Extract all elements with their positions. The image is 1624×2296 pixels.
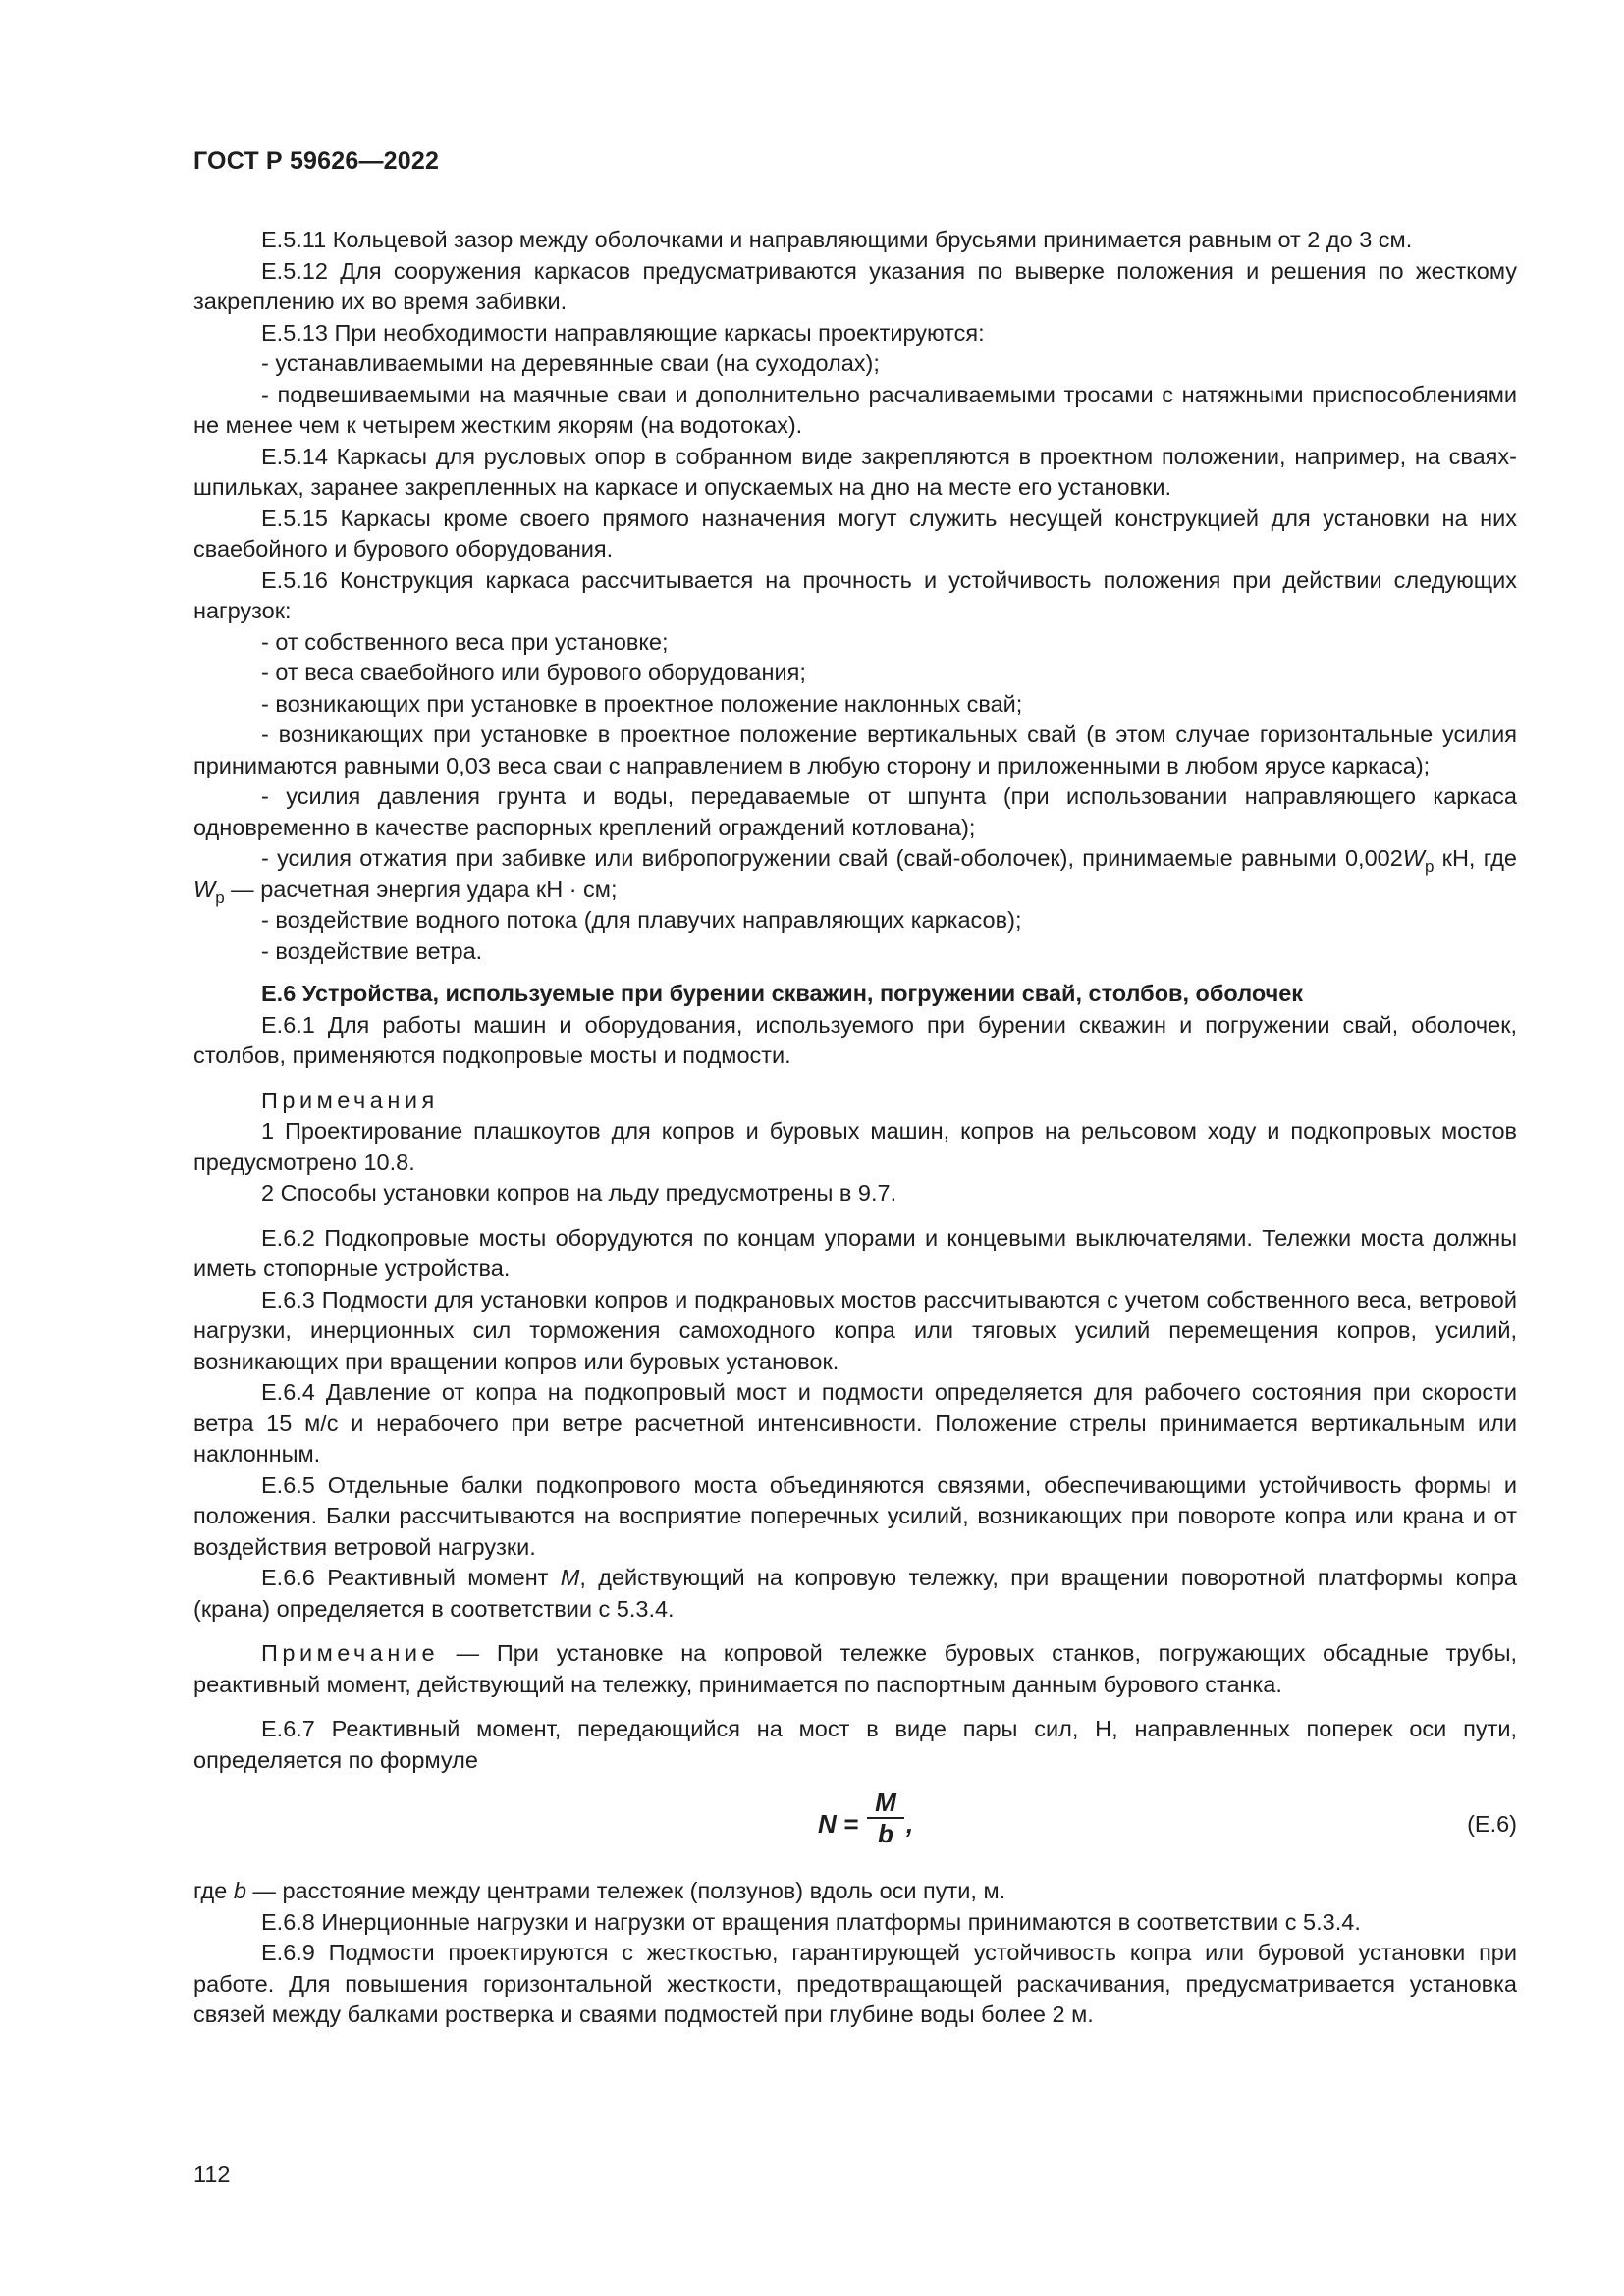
document-body — [193, 225, 1517, 2031]
list-item: - от собственного веса при установке; — [261, 628, 669, 655]
formula-e6 — [193, 1782, 1517, 1866]
text-run: Е.6.6 Реактивный момент — [261, 1565, 561, 1590]
section-heading-e6: Е.6 Устройства, используемые при бурении скважин, погружении свай, столбов, оболочек — [261, 981, 1304, 1006]
note-text: — При установке на копровой тележке буровых станков, погружающих обсадные трубы, реактивный момент, действующий на тележку, принимается по паспортным данным бурового станка. — [193, 1640, 1517, 1697]
note-item: 1 Проектирование плашкоутов для копров и буровых машин, копров на рельсовом ходу и подкопровых мостов предусмотрено 10.8. — [193, 1118, 1517, 1175]
list-item: - воздействие водного потока (для плавучих направляющих каркасов); — [261, 907, 1022, 933]
list-item: - усилия давления грунта и воды, передаваемые от шпунта (при использовании направляющего каркаса одновременно в качестве распорных креплений ограждений котлована); — [193, 783, 1517, 840]
paragraph-e6-9: Е.6.9 Подмости проектируются с жесткостью, гарантирующей устойчивость копра или буровой установки при работе. Для повышения горизонтальной жесткости, предотвращающей раскачивания, предусматривается установка связей между балками ростверка и сваями подмостей при глубине воды более 2 м. — [193, 1940, 1517, 2027]
note-item: 2 Способы установки копров на льду предусмотрены в 9.7. — [261, 1180, 897, 1205]
paragraph-e5-13: Е.5.13 При необходимости направляющие каркасы проектируются: — [261, 319, 985, 346]
paragraph-e6-4: Е.6.4 Давление от копра на подкопровый мост и подмости определяется для рабочего состояния при скорости ветра 15 м/с и нерабочего при ветре расчетной интенсивности. Положение стрелы принимается вертикальным или наклонным. — [193, 1379, 1517, 1467]
formula-number: (Е.6) — [1467, 1811, 1517, 1837]
paragraph-e6-7: Е.6.7 Реактивный момент, передающийся на мост в виде пары сил, Н, направленных поперек оси пути, определяется по формуле — [193, 1716, 1517, 1773]
formula-fraction — [867, 1788, 904, 1848]
text-run: - усилия отжатия при забивке или вибропогружении свай (свай-оболочек), принимаемые равными 0,002 — [261, 845, 1403, 871]
paragraph-e5-16: Е.5.16 Конструкция каркаса рассчитывается на прочность и устойчивость положения при действии следующих нагрузок: — [193, 566, 1517, 623]
paragraph-e5-11: Е.5.11 Кольцевой зазор между оболочками и направляющими брусьями принимается равным от 2 до 3 см. — [261, 227, 1413, 252]
note-label: Примечание — [261, 1640, 440, 1666]
paragraph-e6-2: Е.6.2 Подкопровые мосты оборудуются по концам упорами и концевыми выключателями. Тележки моста должны иметь стопорные устройства. — [193, 1224, 1517, 1281]
formula-comma: , — [906, 1809, 914, 1839]
text-run: , действующий на копровую тележку, при вращении поворотной платформы копра (крана) определяется в соответствии с 5.3.4. — [193, 1565, 1517, 1622]
text-run: — расчетная энергия удара кН · см; — [224, 876, 618, 902]
paragraph-e6-1: Е.6.1 Для работы машин и оборудования, используемого при бурении скважин и погружении свай, оболочек, столбов, применяются подкопровые мосты и подмости. — [193, 1011, 1517, 1068]
notes-title: Примечания — [261, 1087, 439, 1113]
variable-w: W — [1402, 845, 1425, 871]
note-single — [193, 1638, 1517, 1700]
paragraph-e6-5: Е.6.5 Отдельные балки подкопрового моста объединяются связями, обеспечивающими устойчивость формы и положения. Балки рассчитываются на восприятие поперечных усилий, возникающих при повороте копра или крана и от воздействия ветровой нагрузки. — [193, 1471, 1517, 1560]
list-item: - устанавливаемыми на деревянные сваи (на суходолах); — [261, 350, 880, 376]
paragraph-e6-8: Е.6.8 Инерционные нагрузки и нагрузки от вращения платформы принимаются в соответствии с 5.3.4. — [261, 1908, 1361, 1935]
variable-b: b — [233, 1878, 246, 1903]
paragraph-e5-15: Е.5.15 Каркасы кроме своего прямого назначения могут служить несущей конструкцией для установки на них сваебойного и бурового оборудования. — [193, 505, 1517, 561]
text-run: где — [193, 1878, 234, 1903]
list-item: - возникающих при установке в проектное положение наклонных свай; — [261, 690, 1023, 717]
formula-lhs: N = — [818, 1809, 859, 1839]
text-run: — расстояние между центрами тележек (ползунов) вдоль оси пути, м. — [245, 1878, 1006, 1903]
document-header: ГОСТ Р 59626—2022 — [193, 147, 440, 175]
paragraph-e5-14: Е.5.14 Каркасы для русловых опор в собранном виде закрепляются в проектном положении, например, на сваях-шпильках, заранее закрепленных на каркасе и опускаемых на дно на месте его установки. — [193, 443, 1517, 500]
list-item: - от веса сваебойного или бурового оборудования; — [261, 660, 806, 685]
variable-w: W — [193, 876, 216, 902]
subscript-p: p — [215, 887, 225, 907]
formula-denominator: b — [878, 1819, 893, 1848]
paragraph-where — [193, 1876, 1517, 1907]
list-item: - воздействие ветра. — [261, 937, 483, 964]
text-run: кН, где — [1434, 845, 1517, 871]
paragraph-e6-6 — [193, 1563, 1517, 1625]
list-item: - возникающих при установке в проектное положение вертикальных свай (в этом случае горизонтальные усилия принимаются равными 0,03 веса сваи с направлением в любую сторону и приложенными в любом ярусе каркаса); — [193, 721, 1517, 778]
list-item — [193, 843, 1517, 905]
variable-m: M — [560, 1565, 580, 1590]
page-number: 112 — [193, 2162, 231, 2187]
formula-numerator: M — [875, 1788, 896, 1817]
subscript-p: p — [1424, 857, 1435, 876]
paragraph-e5-12: Е.5.12 Для сооружения каркасов предусматриваются указания по выверке положения и решения по жесткому закреплению их во время забивки. — [193, 257, 1517, 314]
list-item: - подвешиваемыми на маячные сваи и дополнительно расчаливаемыми тросами с натяжными приспособлениями не менее чем к четырем жестким якорям (на водотоках). — [193, 381, 1517, 438]
paragraph-e6-3: Е.6.3 Подмости для установки копров и подкрановых мостов рассчитываются с учетом собственного веса, ветровой нагрузки, инерционных сил торможения самоходного копра или тяговых усилий перемещения копров, усилий, возникающих при вращении копров или буровых установок. — [193, 1286, 1517, 1374]
